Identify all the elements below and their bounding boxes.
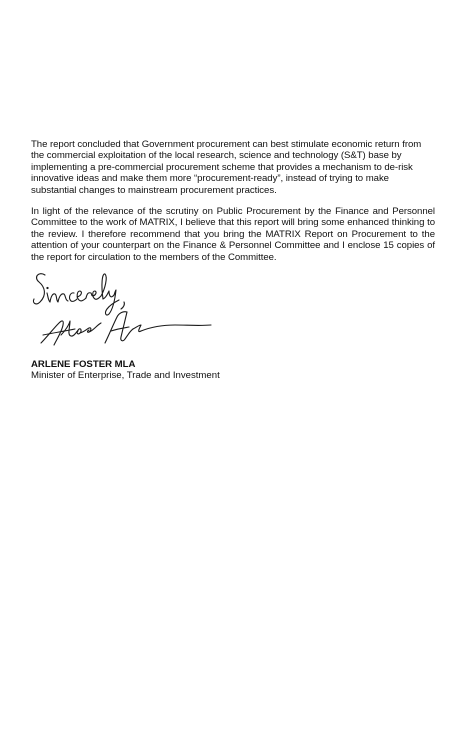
signatory-name: ARLENE FOSTER MLA	[31, 359, 136, 370]
paragraph-recommendation: In light of the relevance of the scrutiny on Public Procurement by the Finance and Personnel Committee to the work of MATRIX, I believe that this report will bring some enhanced thinking to the review. I therefore recommend that you bring the MATRIX Report on Procurement to the attention of your counterpart on the Finance & Personnel Committee and I enclose 15 copies of the report for circulation to the members of the Committee.	[31, 206, 435, 263]
signatory-title: Minister of Enterprise, Trade and Investment	[31, 370, 220, 381]
letter-body	[31, 139, 435, 263]
paragraph-report-conclusion: The report concluded that Government procurement can best stimulate economic return from the commercial exploitation of the local research, science and technology (S&T) base by implementing a pre-commercial procurement scheme that provides a mechanism to de-risk innovative ideas and make them more “procurement-ready”, instead of trying to make substantial changes to mainstream procurement practices.	[31, 139, 422, 196]
signature-block	[31, 265, 251, 357]
handwritten-signature	[31, 265, 241, 357]
